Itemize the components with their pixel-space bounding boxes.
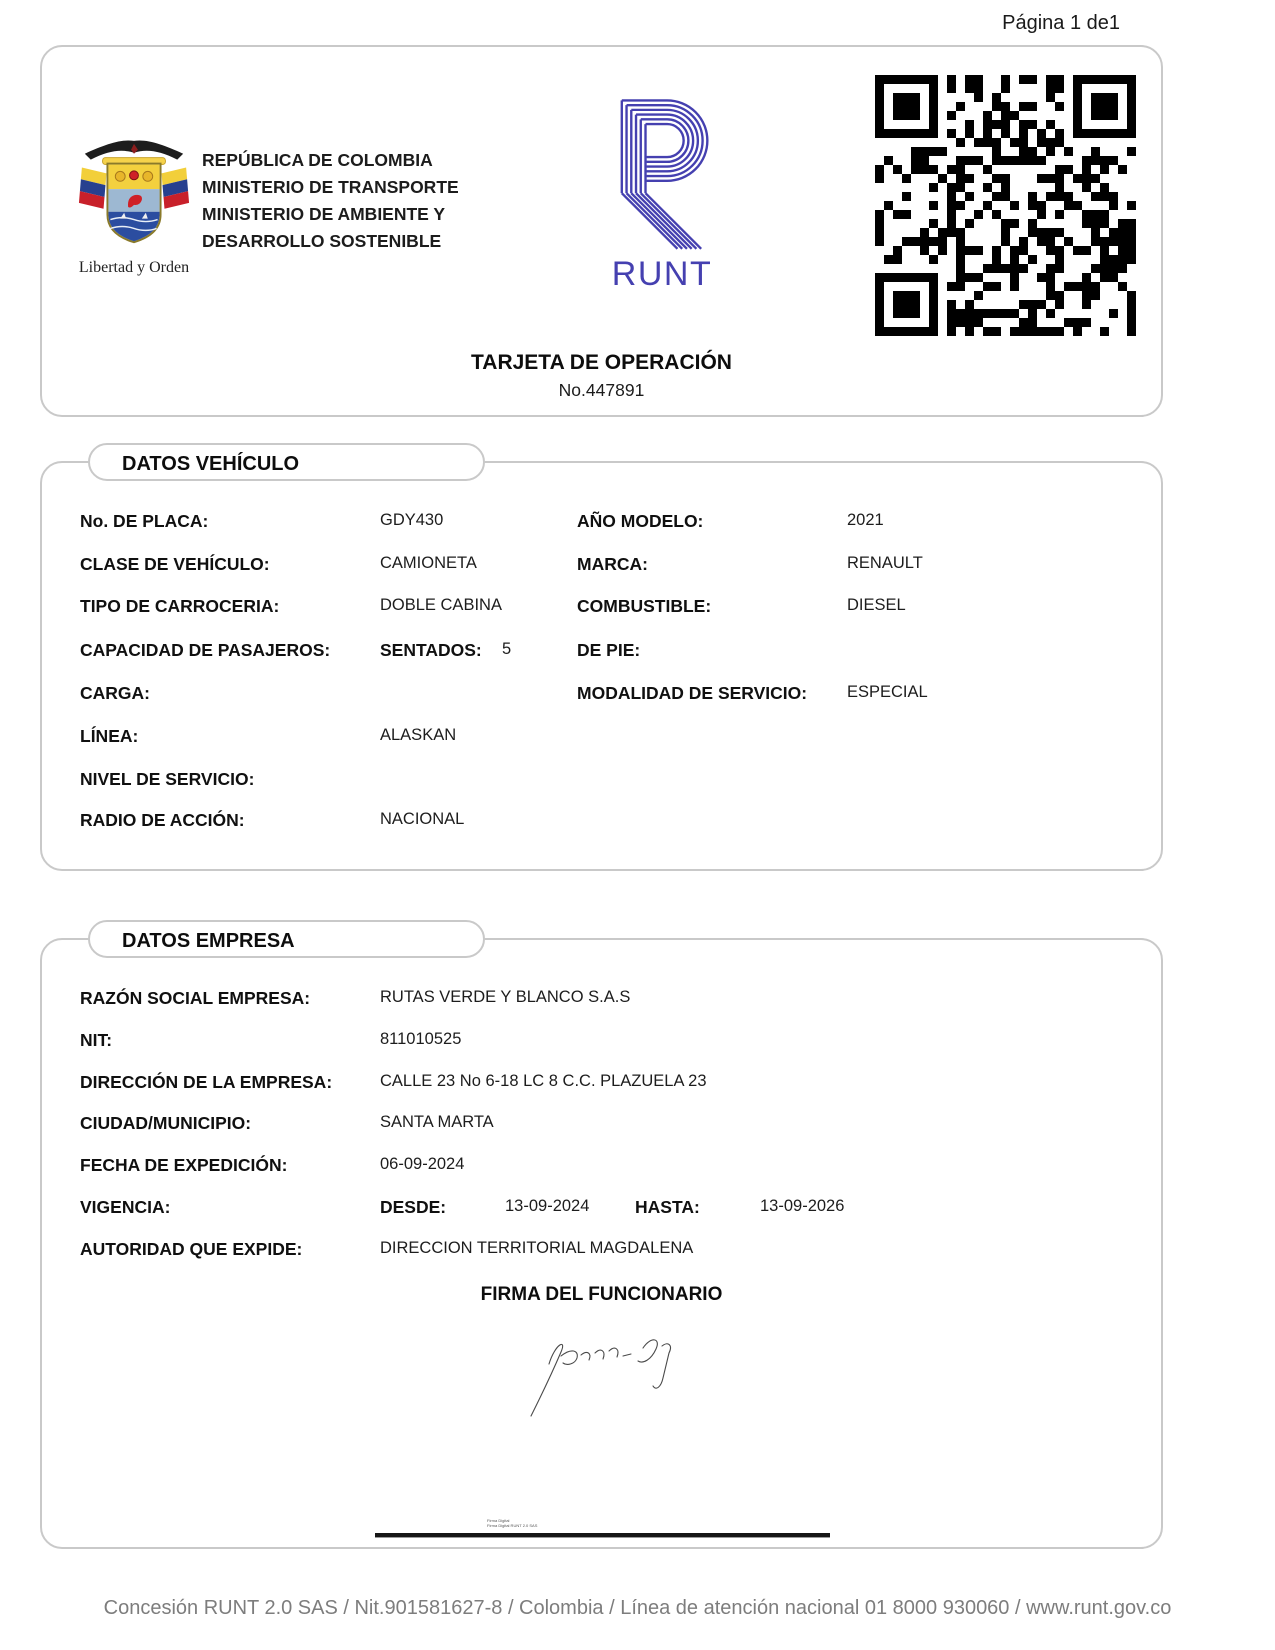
runt-logo-icon (595, 85, 729, 257)
vehicle-row (42, 683, 1161, 709)
field-value-autoridad: DIRECCION TERRITORIAL MAGDALENA (380, 1239, 694, 1257)
field-label-modalidad: MODALIDAD DE SERVICIO: (577, 683, 808, 703)
company-row (42, 1155, 1161, 1181)
field-value-ciudad: SANTA MARTA (380, 1113, 494, 1131)
field-value-nit: 811010525 (380, 1030, 462, 1048)
ministry-line: MINISTERIO DE AMBIENTE Y (202, 204, 446, 224)
page-indicator: Página 1 de1 (1002, 12, 1120, 34)
field-label-direccion: DIRECCIÓN DE LA EMPRESA: (80, 1072, 333, 1092)
field-label-de-pie: DE PIE: (577, 640, 641, 660)
qr-code (875, 75, 1136, 336)
field-label-sentados: SENTADOS: (380, 640, 482, 660)
ministry-line: MINISTERIO DE TRANSPORTE (202, 177, 459, 197)
vehicle-row (42, 810, 1161, 836)
field-label-marca: MARCA: (577, 554, 648, 574)
vehicle-row (42, 726, 1161, 752)
company-row (42, 988, 1161, 1014)
colombia-coat-of-arms-icon (75, 137, 193, 255)
section-tab-vehicle: DATOS VEHÍCULO (88, 443, 485, 481)
vehicle-section-card (40, 461, 1163, 871)
field-value-marca: RENAULT (847, 554, 923, 572)
company-row (42, 1072, 1161, 1098)
field-value-fecha-expedicion: 06-09-2024 (380, 1155, 465, 1173)
vehicle-row (42, 554, 1161, 580)
footer-text: Concesión RUNT 2.0 SAS / Nit.901581627-8 / Colombia / Línea de atención nacional 01 8000 930060 / www.runt.gov.co (103, 1597, 1172, 1619)
field-value-direccion: CALLE 23 No 6-18 LC 8 C.C. PLAZUELA 23 (380, 1072, 707, 1090)
ministry-title-block (202, 147, 459, 255)
field-label-ciudad: CIUDAD/MUNICIPIO: (80, 1113, 252, 1133)
field-label-combustible: COMBUSTIBLE: (577, 596, 712, 616)
field-value-combustible: DIESEL (847, 596, 906, 614)
document-number: No.447891 (558, 380, 645, 400)
vehicle-row (42, 511, 1161, 537)
field-value-razon-social: RUTAS VERDE Y BLANCO S.A.S (380, 988, 631, 1006)
signature-microtext-line1: Firma Digital (487, 1518, 510, 1523)
field-label-carga: CARGA: (80, 683, 150, 703)
document-title: TARJETA DE OPERACIÓN (471, 351, 732, 374)
field-value-radio-accion: NACIONAL (380, 810, 465, 828)
field-value-desde: 13-09-2024 (505, 1197, 590, 1215)
ministry-line: REPÚBLICA DE COLOMBIA (202, 150, 433, 170)
section-tab-company: DATOS EMPRESA (88, 920, 485, 958)
company-row (42, 1113, 1161, 1139)
company-section-card (40, 938, 1163, 1549)
vehicle-row (42, 769, 1161, 795)
runt-wordmark: RUNT (611, 255, 713, 293)
field-label-carroceria: TIPO DE CARROCERIA: (80, 596, 280, 616)
field-value-carroceria: DOBLE CABINA (380, 596, 502, 614)
field-label-capacidad: CAPACIDAD DE PASAJEROS: (80, 640, 331, 660)
field-value-modalidad: ESPECIAL (847, 683, 928, 701)
field-value-linea: ALASKAN (380, 726, 457, 744)
signature-microtext-line2: Firma Digital RUNT 2.0 SAS (487, 1523, 538, 1528)
signature-line (375, 1533, 830, 1538)
field-value-sentados: 5 (502, 640, 512, 658)
header-card (40, 45, 1163, 417)
field-value-ano-modelo: 2021 (847, 511, 884, 529)
field-label-autoridad: AUTORIDAD QUE EXPIDE: (80, 1239, 303, 1259)
vehicle-row (42, 640, 1161, 666)
field-label-vigencia: VIGENCIA: (80, 1197, 171, 1217)
signature-section-title: FIRMA DEL FUNCIONARIO (480, 1284, 723, 1305)
field-value-hasta: 13-09-2026 (760, 1197, 845, 1215)
field-label-clase: CLASE DE VEHÍCULO: (80, 554, 270, 574)
coat-of-arms-caption: Libertad y Orden (78, 259, 190, 276)
field-label-razon-social: RAZÓN SOCIAL EMPRESA: (80, 988, 311, 1008)
company-row-vigencia (42, 1197, 1161, 1223)
field-label-placa: No. DE PLACA: (80, 511, 209, 531)
signature-microtext (487, 1518, 717, 1528)
ministry-line: DESARROLLO SOSTENIBLE (202, 231, 442, 251)
field-label-radio-accion: RADIO DE ACCIÓN: (80, 810, 245, 830)
field-label-fecha-expedicion: FECHA DE EXPEDICIÓN: (80, 1155, 288, 1175)
field-label-nivel-servicio: NIVEL DE SERVICIO: (80, 769, 255, 789)
official-signature-image (497, 1330, 707, 1440)
field-label-linea: LÍNEA: (80, 726, 139, 746)
field-label-desde: DESDE: (380, 1197, 447, 1217)
field-label-hasta: HASTA: (635, 1197, 700, 1217)
company-row (42, 1030, 1161, 1056)
field-value-placa: GDY430 (380, 511, 444, 529)
field-label-nit: NIT: (80, 1030, 113, 1050)
field-label-ano-modelo: AÑO MODELO: (577, 511, 704, 531)
field-value-clase: CAMIONETA (380, 554, 477, 572)
vehicle-row (42, 596, 1161, 622)
company-row (42, 1239, 1161, 1265)
